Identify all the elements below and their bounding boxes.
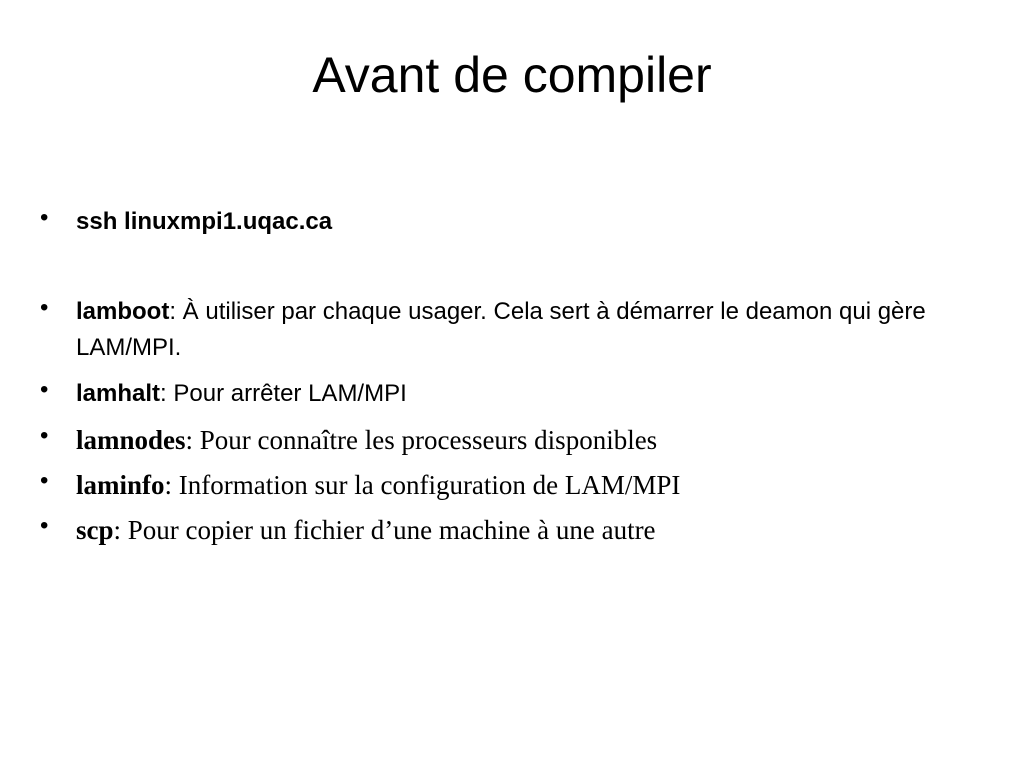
bullet-keyword: laminfo [76,470,165,500]
bullet-description: : Pour arrêter LAM/MPI [160,380,407,407]
bullet-description: : À utiliser par chaque usager. Cela sert à démarrer le deamon qui gère LAM/MPI. [76,298,926,361]
bullet-keyword: scp [76,515,114,545]
bullet-keyword: lamnodes [76,425,186,455]
bullet-text [76,467,974,503]
bullet-keyword: ssh linuxmpi1.uqac.ca [76,208,333,235]
bullet-dot: • [40,204,49,231]
bullet-item-lamnodes [34,422,974,458]
bullet-description: : Pour connaître les processeurs disponibles [185,425,658,455]
bullet-dot: • [40,467,49,494]
bullet-item-laminfo [34,467,974,503]
bullet-item-scp [34,512,974,548]
slide-title: Avant de compiler [312,47,712,103]
bullet-description: : Pour copier un fichier d’une machine à une autre [113,515,656,545]
bullet-item-lamboot [34,294,974,366]
bullet-description: : Information sur la configuration de LAM/MPI [164,470,681,500]
bullet-dot: • [40,376,49,403]
bullet-dot: • [40,512,49,539]
bullet-keyword: lamboot [76,298,170,325]
bullet-dot: • [40,422,49,449]
bullet-text [76,294,974,366]
bullet-text [76,422,974,458]
bullet-item-ssh [34,204,974,240]
bullet-text [76,376,974,412]
bullet-item-lamhalt [34,376,974,412]
bullet-text [76,512,974,548]
bullet-dot: • [40,294,49,321]
bullet-keyword: lamhalt [76,380,161,407]
bullet-text [76,204,974,240]
